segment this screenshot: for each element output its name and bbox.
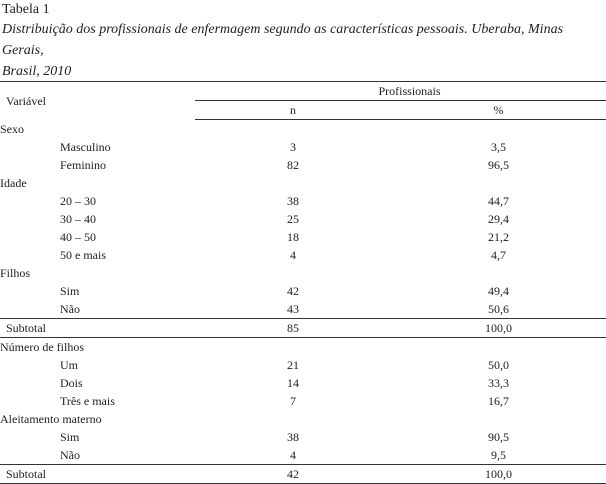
table-row	[0, 392, 606, 410]
cell-n: 4	[290, 248, 296, 262]
cell-n: 4	[290, 448, 296, 462]
header-percent: %	[391, 101, 606, 120]
table-row	[0, 138, 606, 156]
subtotal-n: 85	[195, 319, 391, 338]
cell-percent: 29,4	[488, 212, 509, 226]
cell-n: 38	[287, 430, 299, 444]
category-row	[0, 338, 606, 357]
row-label: Masculino	[60, 140, 111, 154]
subtotal-row	[0, 319, 606, 338]
cell-percent: 50,0	[488, 358, 509, 372]
caption-line: Brasil, 2010	[2, 64, 72, 79]
row-label: Não	[60, 302, 80, 316]
cell-n: 18	[287, 230, 299, 244]
subtotal-percent: 100,0	[391, 319, 606, 338]
category-label: Sexo	[0, 122, 24, 136]
cell-n: 3	[290, 140, 296, 154]
subtotal-n: 42	[195, 465, 391, 484]
category-label: Idade	[0, 176, 27, 190]
table-body-2	[0, 338, 606, 465]
data-table	[0, 81, 606, 484]
table-body-1	[0, 120, 606, 319]
row-label: Um	[60, 358, 78, 372]
subtotal-percent: 100,0	[391, 465, 606, 484]
row-label: Três e mais	[60, 394, 115, 408]
subtotal-label: Subtotal	[0, 465, 195, 484]
cell-percent: 16,7	[488, 394, 509, 408]
table-row	[0, 156, 606, 174]
table-row	[0, 246, 606, 264]
header-variable: Variável	[0, 82, 195, 120]
cell-n: 43	[287, 302, 299, 316]
cell-percent: 50,6	[488, 302, 509, 316]
header-n: n	[195, 101, 391, 120]
cell-n: 21	[287, 358, 299, 372]
cell-n: 14	[287, 376, 299, 390]
caption-line: Distribuição dos profissionais de enfermagem segundo as características pessoais. Uberaba, Minas Gerais,	[2, 22, 564, 58]
cell-n: 82	[287, 158, 299, 172]
row-label: Não	[60, 448, 80, 462]
table-caption	[2, 19, 604, 82]
table-row	[0, 228, 606, 246]
category-row	[0, 174, 606, 192]
row-label: 30 – 40	[60, 212, 96, 226]
row-label: 40 – 50	[60, 230, 96, 244]
row-label: Feminino	[60, 158, 107, 172]
cell-percent: 90,5	[488, 430, 509, 444]
row-label: 50 e mais	[60, 248, 106, 262]
cell-percent: 3,5	[491, 140, 506, 154]
cell-n: 7	[290, 394, 296, 408]
row-label: Sim	[60, 284, 80, 298]
table-title: Tabela 1	[2, 2, 50, 17]
category-row	[0, 410, 606, 428]
subtotal-label: Subtotal	[0, 319, 195, 338]
cell-n: 42	[287, 284, 299, 298]
table-row	[0, 300, 606, 319]
cell-percent: 4,7	[491, 248, 506, 262]
category-label: Aleitamento materno	[0, 412, 102, 426]
row-label: Dois	[60, 376, 83, 390]
subtotal-row	[0, 465, 606, 484]
table-row	[0, 428, 606, 446]
category-row	[0, 264, 606, 282]
cell-percent: 9,5	[491, 448, 506, 462]
table-row	[0, 210, 606, 228]
category-row	[0, 120, 606, 139]
cell-n: 38	[287, 194, 299, 208]
table-row	[0, 282, 606, 300]
cell-percent: 33,3	[488, 376, 509, 390]
cell-percent: 96,5	[488, 158, 509, 172]
category-label: Número de filhos	[0, 340, 84, 354]
header-profissionais: Profissionais	[195, 82, 606, 101]
cell-percent: 49,4	[488, 284, 509, 298]
table-row	[0, 374, 606, 392]
table-row	[0, 356, 606, 374]
cell-percent: 21,2	[488, 230, 509, 244]
cell-n: 25	[287, 212, 299, 226]
cell-percent: 44,7	[488, 194, 509, 208]
table-row	[0, 192, 606, 210]
table-row	[0, 446, 606, 465]
row-label: Sim	[60, 430, 80, 444]
row-label: 20 – 30	[60, 194, 96, 208]
category-label: Filhos	[0, 266, 31, 280]
